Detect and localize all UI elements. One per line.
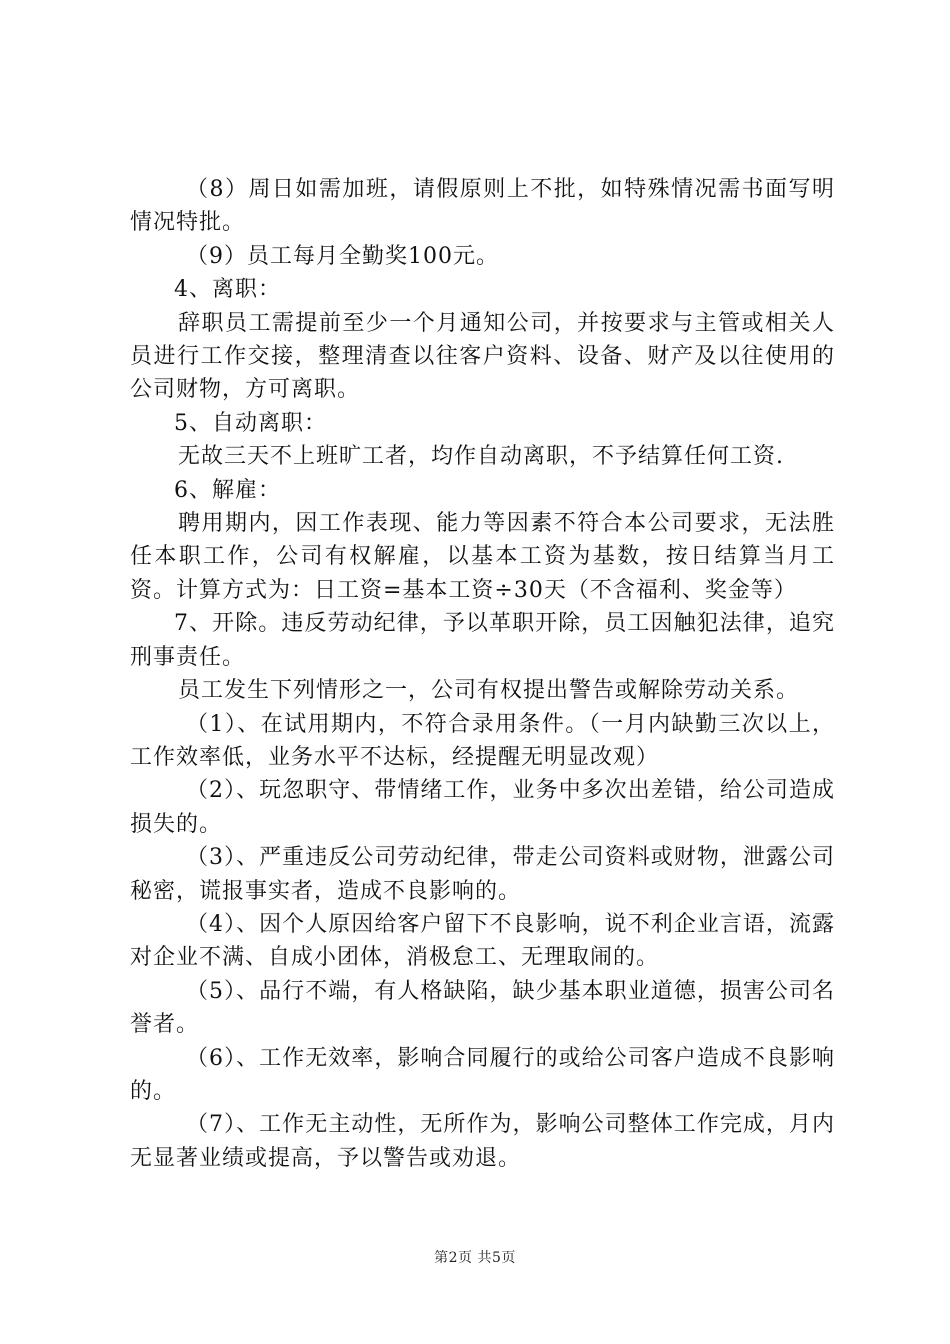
document-body — [130, 173, 835, 1175]
list-item-condition-1: （1）、在试用期内，不符合录用条件。（一月内缺勤三次以上，工作效率低，业务水平不达标，经提醒无明显改观） — [130, 711, 835, 770]
paragraph-sunday-overtime: （8）周日如需加班，请假原则上不批，如特殊情况需书面写明情况特批。 — [130, 177, 835, 236]
paragraph-attendance-bonus: （9）员工每月全勤奖100元。 — [186, 243, 499, 269]
paragraph-dismissal: 聘用期内，因工作表现、能力等因素不符合本公司要求，无法胜任本职工作，公司有权解雇，以基本工资为基数，按日结算当月工资。计算方式为：日工资=基本工资÷30天（不含福利、奖金等） — [130, 511, 835, 603]
paragraph-resignation: 辞职员工需提前至少一个月通知公司，并按要求与主管或相关人员进行工作交接，整理清查以往客户资料、设备、财产及以往使用的公司财物，方可离职。 — [130, 310, 835, 403]
heading-dismissal: 6、解雇： — [174, 477, 281, 503]
list-item-condition-3: （3）、严重违反公司劳动纪律，带走公司资料或财物，泄露公司秘密，谎报事实者，造成不良影响的。 — [130, 845, 835, 904]
paragraph-automatic-resignation: 无故三天不上班旷工者，均作自动离职，不予结算任何工资. — [178, 444, 784, 470]
heading-resignation: 4、离职： — [174, 277, 281, 303]
list-item-condition-6: （6）、工作无效率，影响合同履行的或给公司客户造成不良影响的。 — [130, 1045, 835, 1104]
list-item-condition-4: （4）、因个人原因给客户留下不良影响，说不利企业言语，流露对企业不满、自成小团体，消极怠工、无理取闹的。 — [130, 911, 835, 971]
heading-automatic-resignation: 5、自动离职： — [174, 410, 327, 436]
page-number-footer: 第2页 共5页 — [434, 1250, 516, 1266]
list-item-condition-2: （2）、玩忽职守、带情绪工作，业务中多次出差错，给公司造成损失的。 — [130, 778, 835, 837]
list-item-condition-7: （7）、工作无主动性，无所作为，影响公司整体工作完成，月内无显著业绩或提高，予以警告或劝退。 — [130, 1112, 835, 1171]
paragraph-warning-conditions: 员工发生下列情形之一，公司有权提出警告或解除劳动关系。 — [178, 678, 800, 704]
list-item-condition-5: （5）、品行不端，有人格缺陷，缺少基本职业道德，损害公司名誉者。 — [130, 978, 835, 1038]
paragraph-expulsion: 7、开除。违反劳动纪律，予以革职开除，员工因触犯法律，追究刑事责任。 — [130, 611, 835, 670]
